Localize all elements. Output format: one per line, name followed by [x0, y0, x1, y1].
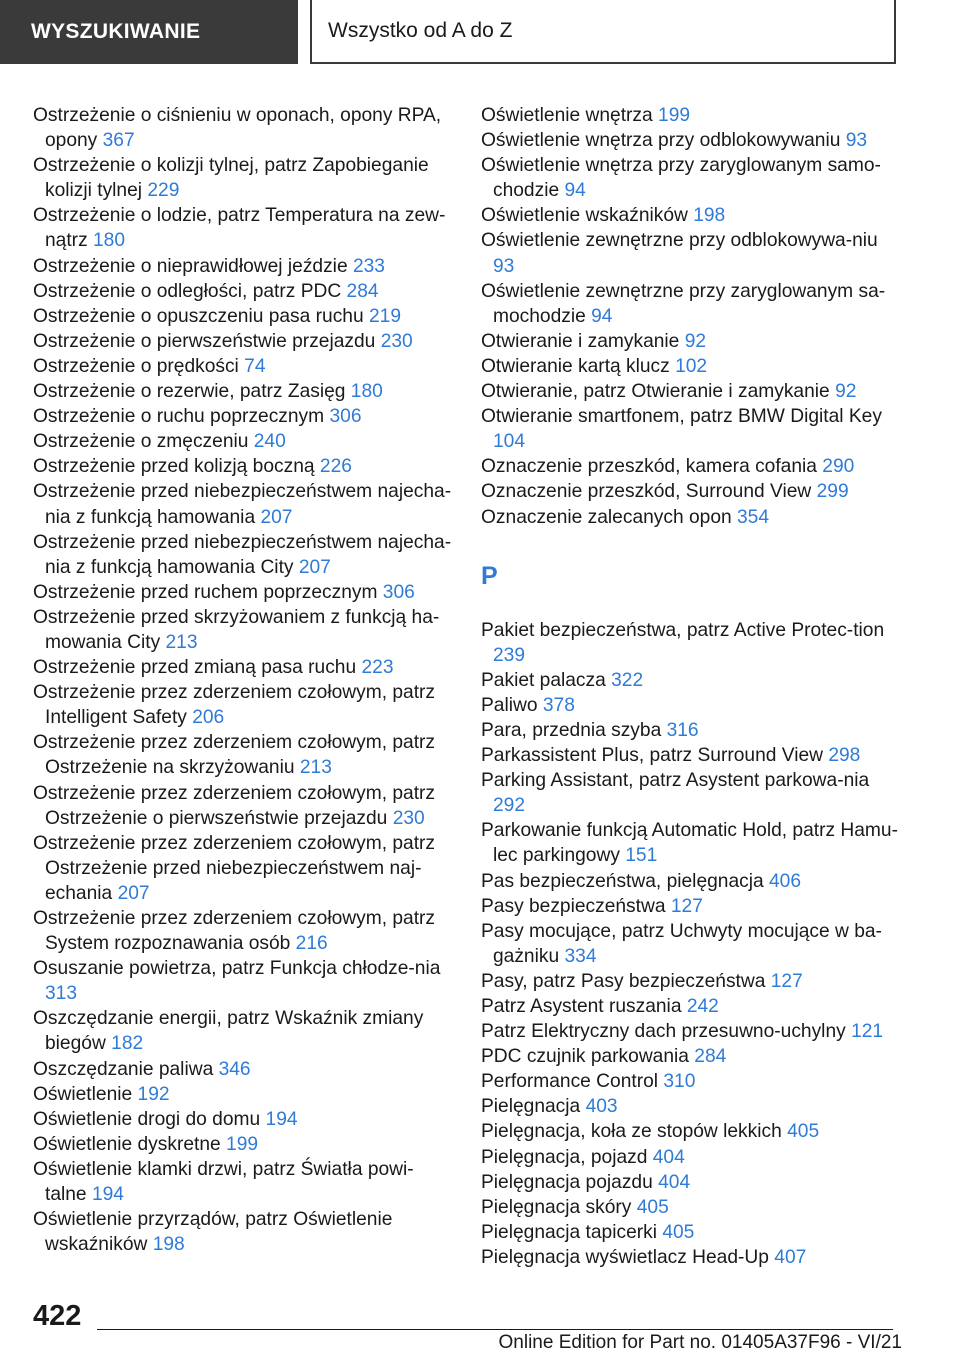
index-entry-text: Pas bezpieczeństwa, pielęgnacja: [481, 870, 764, 892]
index-entry: [33, 429, 453, 454]
index-entry-text: Ostrzeżenie przez zderzeniem czołowym, patrz Intelligent Safety: [33, 682, 436, 729]
footer-divider: [97, 1329, 893, 1330]
index-entry-text: Oszczędzanie energii, patrz Wskaźnik zmiany biegów: [33, 1008, 424, 1055]
index-page-link[interactable]: 406: [769, 870, 802, 892]
page-header: [0, 0, 960, 66]
index-page-link[interactable]: 180: [350, 381, 383, 403]
tab-a-to-z[interactable]: Wszystko od A do Z: [310, 0, 896, 64]
index-page-link[interactable]: 242: [686, 996, 719, 1017]
index-page-link[interactable]: 334: [564, 945, 597, 967]
index-entry: [481, 279, 901, 329]
index-entry: [481, 505, 901, 530]
index-entry-text: Patrz Asystent ruszania: [481, 996, 682, 1017]
index-entry: [33, 530, 453, 580]
index-entry: [481, 454, 901, 479]
index-page-link[interactable]: 230: [380, 330, 413, 352]
index-page-link[interactable]: 405: [787, 1121, 820, 1143]
index-page-link[interactable]: 292: [493, 795, 526, 817]
index-page-link[interactable]: 229: [147, 180, 180, 202]
index-page-link[interactable]: 316: [666, 719, 699, 741]
index-entry: [481, 1245, 901, 1270]
index-page-link[interactable]: 226: [319, 456, 352, 478]
index-entry-text: Otwieranie kartą klucz: [481, 355, 670, 377]
index-page-link[interactable]: 94: [564, 180, 586, 202]
index-page-link[interactable]: 74: [244, 355, 266, 377]
index-page-link[interactable]: 367: [102, 130, 135, 152]
index-entry-text: Ostrzeżenie o ruchu poprzecznym: [33, 406, 325, 428]
index-page-link[interactable]: 284: [346, 280, 379, 302]
index-page-link[interactable]: 92: [835, 381, 857, 403]
index-page-link[interactable]: 121: [851, 1021, 884, 1043]
index-entry: [481, 1170, 901, 1195]
index-entry-text: Pielęgnacja wyświetlacz Head-Up: [481, 1246, 769, 1268]
index-entry: [33, 1057, 453, 1082]
index-entry-text: Oświetlenie drogi do domu: [33, 1108, 261, 1130]
index-page-link[interactable]: 299: [816, 481, 849, 503]
index-page-link[interactable]: 206: [192, 707, 225, 729]
index-entry-text: Ostrzeżenie o prędkości: [33, 355, 239, 377]
index-entry-text: Oświetlenie dyskretne: [33, 1133, 221, 1155]
index-entry-text: Pielęgnacja, koła ze stopów lekkich: [481, 1121, 782, 1143]
index-page-link[interactable]: 223: [361, 657, 394, 679]
index-page-link[interactable]: 104: [493, 431, 526, 453]
index-page-link[interactable]: 93: [493, 255, 515, 277]
index-entry-text: Paliwo: [481, 694, 538, 716]
index-entry: [33, 605, 453, 655]
index-entry: [33, 1082, 453, 1107]
index-entry-text: Ostrzeżenie przez zderzeniem czołowym, patrz Ostrzeżenie o pierwszeństwie przejazdu: [33, 782, 436, 829]
index-entry: [481, 153, 901, 203]
index-entry: [481, 103, 901, 128]
footer-edition: Online Edition for Part no. 01405A37F96 - VI/21: [498, 1332, 902, 1353]
index-page-link[interactable]: 151: [625, 845, 658, 867]
index-entry-text: Oświetlenie: [33, 1083, 133, 1105]
index-entry: [481, 994, 901, 1019]
index-entry: [33, 454, 453, 479]
index-entry: [33, 329, 453, 354]
index-entry: [33, 354, 453, 379]
index-entry-text: Ostrzeżenie przed kolizją boczną: [33, 456, 315, 478]
index-page-link[interactable]: 127: [770, 970, 803, 992]
index-entry: [481, 718, 901, 743]
index-entry-text: Pakiet palacza: [481, 669, 606, 691]
index-entry-text: Para, przednia szyba: [481, 719, 662, 741]
page-number: 422: [33, 1300, 82, 1332]
index-entry-text: Pasy, patrz Pasy bezpieczeństwa: [481, 970, 766, 992]
index-entry: [33, 304, 453, 329]
index-page-link[interactable]: 310: [663, 1071, 696, 1093]
index-entry-text: Otwieranie smartfonem, patrz BMW Digital Key: [481, 406, 882, 428]
index-entry-text: Pielęgnacja: [481, 1096, 581, 1118]
index-entry: [481, 203, 901, 228]
index-page-link[interactable]: 306: [329, 406, 362, 428]
index-page-link[interactable]: 230: [392, 807, 425, 829]
index-page-link[interactable]: 404: [658, 1171, 691, 1193]
index-entry-text: Ostrzeżenie o opuszczeniu pasa ruchu: [33, 305, 364, 327]
index-page-link[interactable]: 239: [493, 644, 526, 666]
index-page-link[interactable]: 199: [658, 105, 691, 126]
index-page-link[interactable]: 290: [822, 456, 855, 478]
index-entry-text: Pielęgnacja, pojazd: [481, 1146, 648, 1168]
index-entry: [33, 680, 453, 730]
index-entry-text: Ostrzeżenie przez zderzeniem czołowym, patrz Ostrzeżenie na skrzyżowaniu: [33, 732, 436, 779]
index-entry: [481, 969, 901, 994]
index-section-p: [481, 618, 901, 1270]
index-entry: [33, 103, 453, 153]
index-entry-text: Pielęgnacja tapicerki: [481, 1221, 657, 1243]
index-page-link[interactable]: 192: [137, 1083, 170, 1105]
index-entry-text: Ostrzeżenie o pierwszeństwie przejazdu: [33, 330, 376, 352]
index-page-link[interactable]: 198: [693, 205, 726, 227]
index-entry-text: Ostrzeżenie o lodzie, patrz Temperatura na zew‐nątrz: [33, 205, 446, 252]
index-entry-text: Ostrzeżenie o odległości, patrz PDC: [33, 280, 342, 302]
index-entry: [481, 618, 901, 668]
index-entry-text: Oświetlenie zewnętrzne przy odblokowywa‐niu: [481, 230, 878, 252]
index-page-link[interactable]: 405: [636, 1196, 669, 1218]
index-entry-text: Oświetlenie zewnętrzne przy zaryglowanym sa‐mochodzie: [481, 280, 886, 327]
index-entry: [481, 894, 901, 919]
index-entry: [33, 1157, 453, 1207]
index-entry-text: Ostrzeżenie przed niebezpieczeństwem najecha‐nia z funkcją hamowania City: [33, 531, 452, 578]
index-page-link[interactable]: 93: [845, 130, 868, 152]
index-entry: [33, 153, 453, 203]
index-entry: [33, 404, 453, 429]
index-entry-text: Ostrzeżenie o nieprawidłowej jeździe: [33, 255, 348, 277]
index-entry: [481, 329, 901, 354]
index-entry-text: Ostrzeżenie przed ruchem poprzecznym: [33, 581, 378, 603]
index-page-link[interactable]: 298: [828, 745, 861, 767]
index-page-link[interactable]: 213: [299, 757, 332, 779]
index-page-link[interactable]: 219: [368, 305, 401, 327]
index-entry-text: Parkowanie funkcją Automatic Hold, patrz Hamu‐lec parkingowy: [481, 820, 898, 867]
index-entry: [481, 818, 901, 868]
index-page-link[interactable]: 233: [352, 255, 385, 277]
index-entry-text: Oznaczenie przeszkód, kamera cofania: [481, 456, 817, 478]
index-page-link[interactable]: 182: [111, 1033, 144, 1055]
index-entry-text: PDC czujnik parkowania: [481, 1046, 689, 1068]
index-page-link[interactable]: 194: [91, 1184, 124, 1206]
index-entry: [33, 203, 453, 253]
index-entry-text: Oświetlenie klamki drzwi, patrz Światła powi‐talne: [33, 1158, 414, 1206]
index-entry: [33, 580, 453, 605]
index-page-link[interactable]: 407: [774, 1246, 807, 1268]
index-entry: [33, 254, 453, 279]
index-section-o: [481, 103, 901, 530]
index-entry: [33, 479, 453, 529]
index-entry: [481, 1019, 901, 1044]
index-page-link[interactable]: 378: [542, 694, 575, 716]
index-page-link[interactable]: 207: [260, 506, 293, 528]
index-entry-text: Pielęgnacja pojazdu: [481, 1171, 653, 1193]
index-page-link[interactable]: 405: [662, 1221, 695, 1243]
index-entry: [481, 1044, 901, 1069]
index-entry: [481, 919, 901, 969]
index-entry-text: Performance Control: [481, 1071, 659, 1093]
index-entry: [481, 869, 901, 894]
index-entry: [481, 128, 901, 153]
index-entry-text: Ostrzeżenie o kolizji tylnej, patrz Zapobieganie kolizji tylnej: [33, 155, 429, 202]
index-page-link[interactable]: 403: [585, 1096, 618, 1118]
index-entry-text: Osuszanie powietrza, patrz Funkcja chłodze‐nia: [33, 958, 441, 980]
index-entry-text: Pasy bezpieczeństwa: [481, 895, 666, 917]
index-entry-text: Ostrzeżenie przed niebezpieczeństwem najecha‐nia z funkcją hamowania: [33, 481, 452, 528]
index-entry-text: Ostrzeżenie o zmęczeniu: [33, 431, 249, 453]
index-entry: [33, 906, 453, 956]
index-entry-text: Ostrzeżenie o rezerwie, patrz Zasięg: [33, 381, 346, 403]
index-entry-text: Oświetlenie wnętrza: [481, 105, 653, 126]
index-entry-text: Oświetlenie wnętrza przy zaryglowanym samo‐chodzie: [481, 155, 881, 202]
index-page-link[interactable]: 194: [265, 1108, 298, 1130]
index-entry-text: Oznaczenie zalecanych opon: [481, 506, 732, 528]
index-entry: [481, 354, 901, 379]
index-page-link[interactable]: 198: [152, 1234, 185, 1256]
index-entry-text: Ostrzeżenie przez zderzeniem czołowym, patrz Ostrzeżenie przed niebezpieczeństwem naj‐echania: [33, 832, 436, 904]
index-entry-text: Oświetlenie przyrządów, patrz Oświetlenie wskaźników: [33, 1209, 393, 1256]
index-entry: [481, 379, 901, 404]
index-entry-text: Pielęgnacja skóry: [481, 1196, 632, 1218]
index-page-link[interactable]: 306: [382, 581, 415, 603]
index-entry: [481, 479, 901, 504]
index-page-link[interactable]: 240: [253, 431, 286, 453]
index-page-link[interactable]: 284: [694, 1046, 727, 1068]
index-entry: [33, 781, 453, 831]
index-page-link[interactable]: 94: [591, 305, 613, 327]
index-page-link[interactable]: 127: [670, 895, 703, 917]
index-entry: [481, 768, 901, 818]
index-entry: [33, 655, 453, 680]
index-entry: [33, 1132, 453, 1157]
index-entry: [481, 743, 901, 768]
index-entry: [481, 228, 901, 278]
index-page-link[interactable]: 404: [652, 1146, 685, 1168]
index-entry: [481, 1119, 901, 1144]
index-entry-text: Ostrzeżenie o ciśnieniu w oponach, opony RPA, opony: [33, 105, 442, 152]
index-entry-text: Oświetlenie wnętrza przy odblokowywaniu: [481, 130, 841, 152]
index-entry-text: Otwieranie i zamykanie: [481, 330, 680, 352]
index-page-link[interactable]: 180: [93, 230, 126, 252]
index-page-link[interactable]: 313: [45, 983, 78, 1005]
index-entry-text: Parkassistent Plus, patrz Surround View: [481, 745, 823, 767]
index-entry-text: Otwieranie, patrz Otwieranie i zamykanie: [481, 381, 830, 403]
index-entry-text: Ostrzeżenie przed skrzyżowaniem z funkcją ha‐mowania City: [33, 606, 440, 653]
index-page-link[interactable]: 216: [295, 933, 328, 955]
index-entry: [33, 831, 453, 906]
index-entry-text: Oszczędzanie paliwa: [33, 1058, 214, 1080]
index-entry-text: Oznaczenie przeszkód, Surround View: [481, 481, 812, 503]
index-page-link[interactable]: 322: [611, 669, 644, 691]
section-letter: P: [481, 561, 498, 590]
index-entry: [481, 1195, 901, 1220]
index-column-left: [33, 103, 453, 1257]
index-entry: [481, 1069, 901, 1094]
index-page-link[interactable]: 346: [218, 1058, 251, 1080]
index-entry: [481, 1145, 901, 1170]
index-entry-text: Patrz Elektryczny dach przesuwno-uchylny: [481, 1021, 846, 1043]
index-entry-text: Pasy mocujące, patrz Uchwyty mocujące w ba‐gażniku: [481, 920, 882, 967]
index-entry: [33, 1006, 453, 1056]
index-entry-text: Pakiet bezpieczeństwa, patrz Active Protec‐tion: [481, 619, 885, 641]
index-page-link[interactable]: 207: [117, 882, 150, 904]
index-entry-text: Oświetlenie wskaźników: [481, 205, 688, 227]
index-entry: [33, 1207, 453, 1257]
index-page-link[interactable]: 92: [684, 330, 707, 352]
index-page-link[interactable]: 199: [226, 1133, 259, 1155]
index-entry-text: Parking Assistant, patrz Asystent parkowa‐nia: [481, 770, 870, 792]
index-page-link[interactable]: 102: [675, 355, 708, 377]
index-entry: [481, 1220, 901, 1245]
index-column-right: [481, 103, 901, 1270]
index-entry: [481, 693, 901, 718]
index-page-link[interactable]: 213: [165, 631, 198, 653]
index-entry: [33, 1107, 453, 1132]
index-entry: [481, 668, 901, 693]
index-entry: [33, 279, 453, 304]
index-entry-text: Ostrzeżenie przed zmianą pasa ruchu: [33, 657, 357, 679]
index-entry: [481, 1094, 901, 1119]
tab-search[interactable]: WYSZUKIWANIE: [0, 0, 298, 64]
index-page-link[interactable]: 354: [737, 506, 770, 528]
index-entry-text: Ostrzeżenie przez zderzeniem czołowym, patrz System rozpoznawania osób: [33, 908, 436, 955]
index-page-link[interactable]: 207: [298, 556, 331, 578]
index-entry: [33, 379, 453, 404]
index-entry: [33, 730, 453, 780]
index-entry: [481, 404, 901, 454]
index-entry: [33, 956, 453, 1006]
